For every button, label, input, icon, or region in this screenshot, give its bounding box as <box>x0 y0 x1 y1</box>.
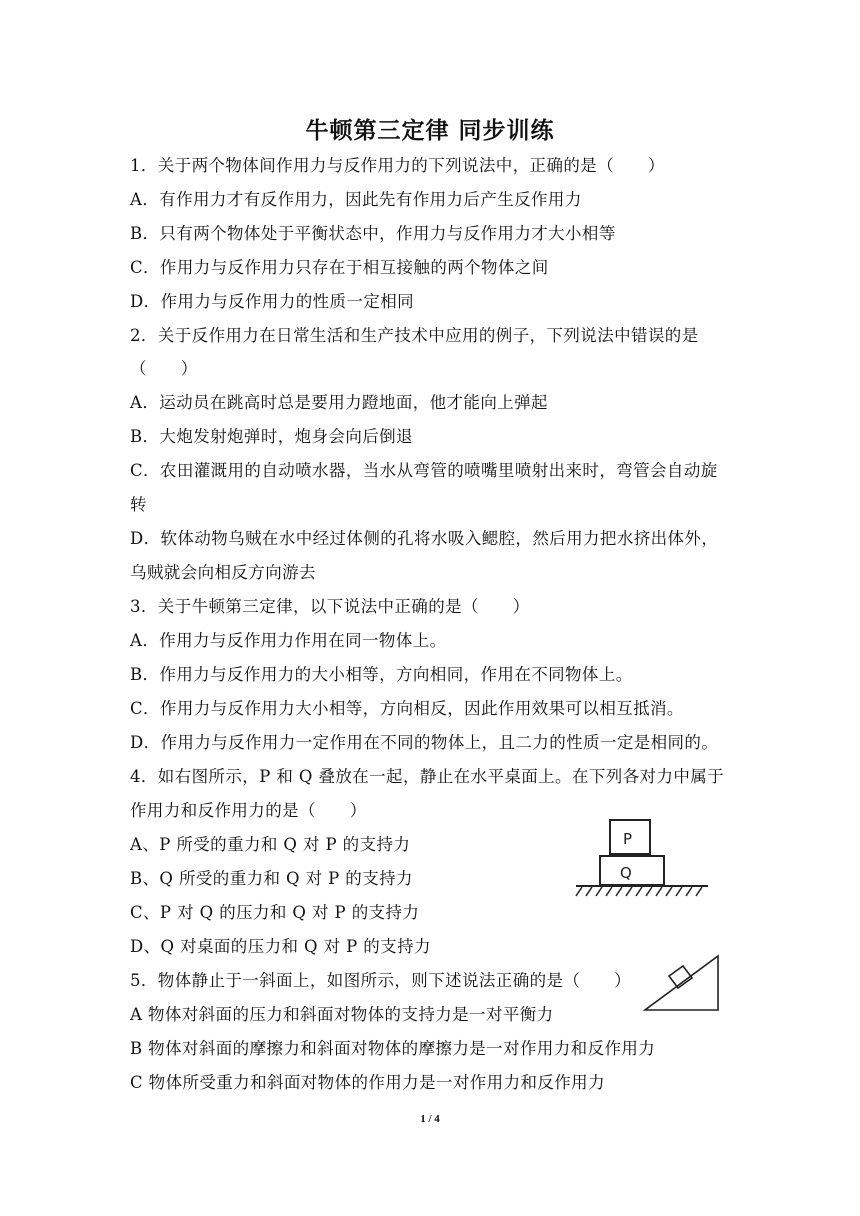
question-3-option-b: B．作用力与反作用力的大小相等，方向相同，作用在不同物体上。 <box>130 665 633 684</box>
question-4-stem-cont: 作用力和反作用力的是（ ） <box>130 801 367 820</box>
question-4-option-d: D、Q 对桌面的压力和 Q 对 P 的支持力 <box>130 937 431 956</box>
page-number: 1 / 4 <box>420 1113 440 1125</box>
question-2-stem: 2．关于反作用力在日常生活和生产技术中应用的例子，下列说法中错误的是 <box>130 326 699 345</box>
block-q <box>600 856 664 885</box>
stacked-blocks-figure <box>568 812 713 912</box>
question-4-option-c: C、P 对 Q 的压力和 Q 对 P 的支持力 <box>130 903 420 922</box>
question-5-option-c: C 物体所受重力和斜面对物体的作用力是一对作用力和反作用力 <box>130 1073 605 1092</box>
question-5-stem: 5．物体静止于一斜面上，如图所示，则下述说法正确的是（ ） <box>130 971 631 990</box>
question-4-option-a: A、P 所受的重力和 Q 对 P 的支持力 <box>130 835 411 854</box>
block-p-label: P <box>623 830 633 848</box>
question-3-option-a: A．作用力与反作用力作用在同一物体上。 <box>130 631 447 650</box>
question-4-option-b: B、Q 所受的重力和 Q 对 P 的支持力 <box>130 869 413 888</box>
question-2-stem-cont: （ ） <box>130 359 198 378</box>
incline-triangle <box>645 956 718 1010</box>
question-2-option-d-cont: 乌贼就会向相反方向游去 <box>130 563 316 582</box>
question-2-option-c: C．农田灌溉用的自动喷水器，当水从弯管的喷嘴里喷射出来时，弯管会自动旋 <box>130 461 718 480</box>
question-3-option-c: C．作用力与反作用力大小相等，方向相反，因此作用效果可以相互抵消。 <box>130 699 684 718</box>
question-2-option-b: B．大炮发射炮弹时，炮身会向后倒退 <box>130 427 413 446</box>
page-title: 牛顿第三定律 同步训练 <box>305 118 555 144</box>
question-1-option-a: A．有作用力才有反作用力，因此先有作用力后产生反作用力 <box>130 190 582 209</box>
question-4-stem: 4．如右图所示，P 和 Q 叠放在一起，静止在水平桌面上。在下列各对力中属于 <box>130 767 725 786</box>
question-1-option-b: B．只有两个物体处于平衡状态中，作用力与反作用力才大小相等 <box>130 224 616 243</box>
question-2-option-a: A．运动员在跳高时总是要用力蹬地面，他才能向上弹起 <box>130 393 548 412</box>
incline-figure <box>642 952 724 1014</box>
question-5-option-b: B 物体对斜面的摩擦力和斜面对物体的摩擦力是一对作用力和反作用力 <box>130 1039 656 1058</box>
question-1-option-c: C．作用力与反作用力只存在于相互接触的两个物体之间 <box>130 258 549 277</box>
question-5-option-a: A 物体对斜面的压力和斜面对物体的支持力是一对平衡力 <box>130 1005 554 1024</box>
question-2-option-d: D．软体动物乌贼在水中经过体侧的孔将水吸入鳃腔，然后用力把水挤出体外， <box>130 529 719 548</box>
question-3-stem: 3．关于牛顿第三定律，以下说法中正确的是（ ） <box>130 597 530 616</box>
block-q-label: Q <box>620 864 632 882</box>
question-1-option-d: D．作用力与反作用力的性质一定相同 <box>130 292 415 311</box>
question-2-option-c-cont: 转 <box>130 495 147 514</box>
question-3-option-d: D．作用力与反作用力一定作用在不同的物体上，且二力的性质一定是相同的。 <box>130 733 719 752</box>
question-1-stem: 1．关于两个物体间作用力与反作用力的下列说法中，正确的是（ ） <box>130 156 665 175</box>
table-hatching <box>576 887 702 896</box>
